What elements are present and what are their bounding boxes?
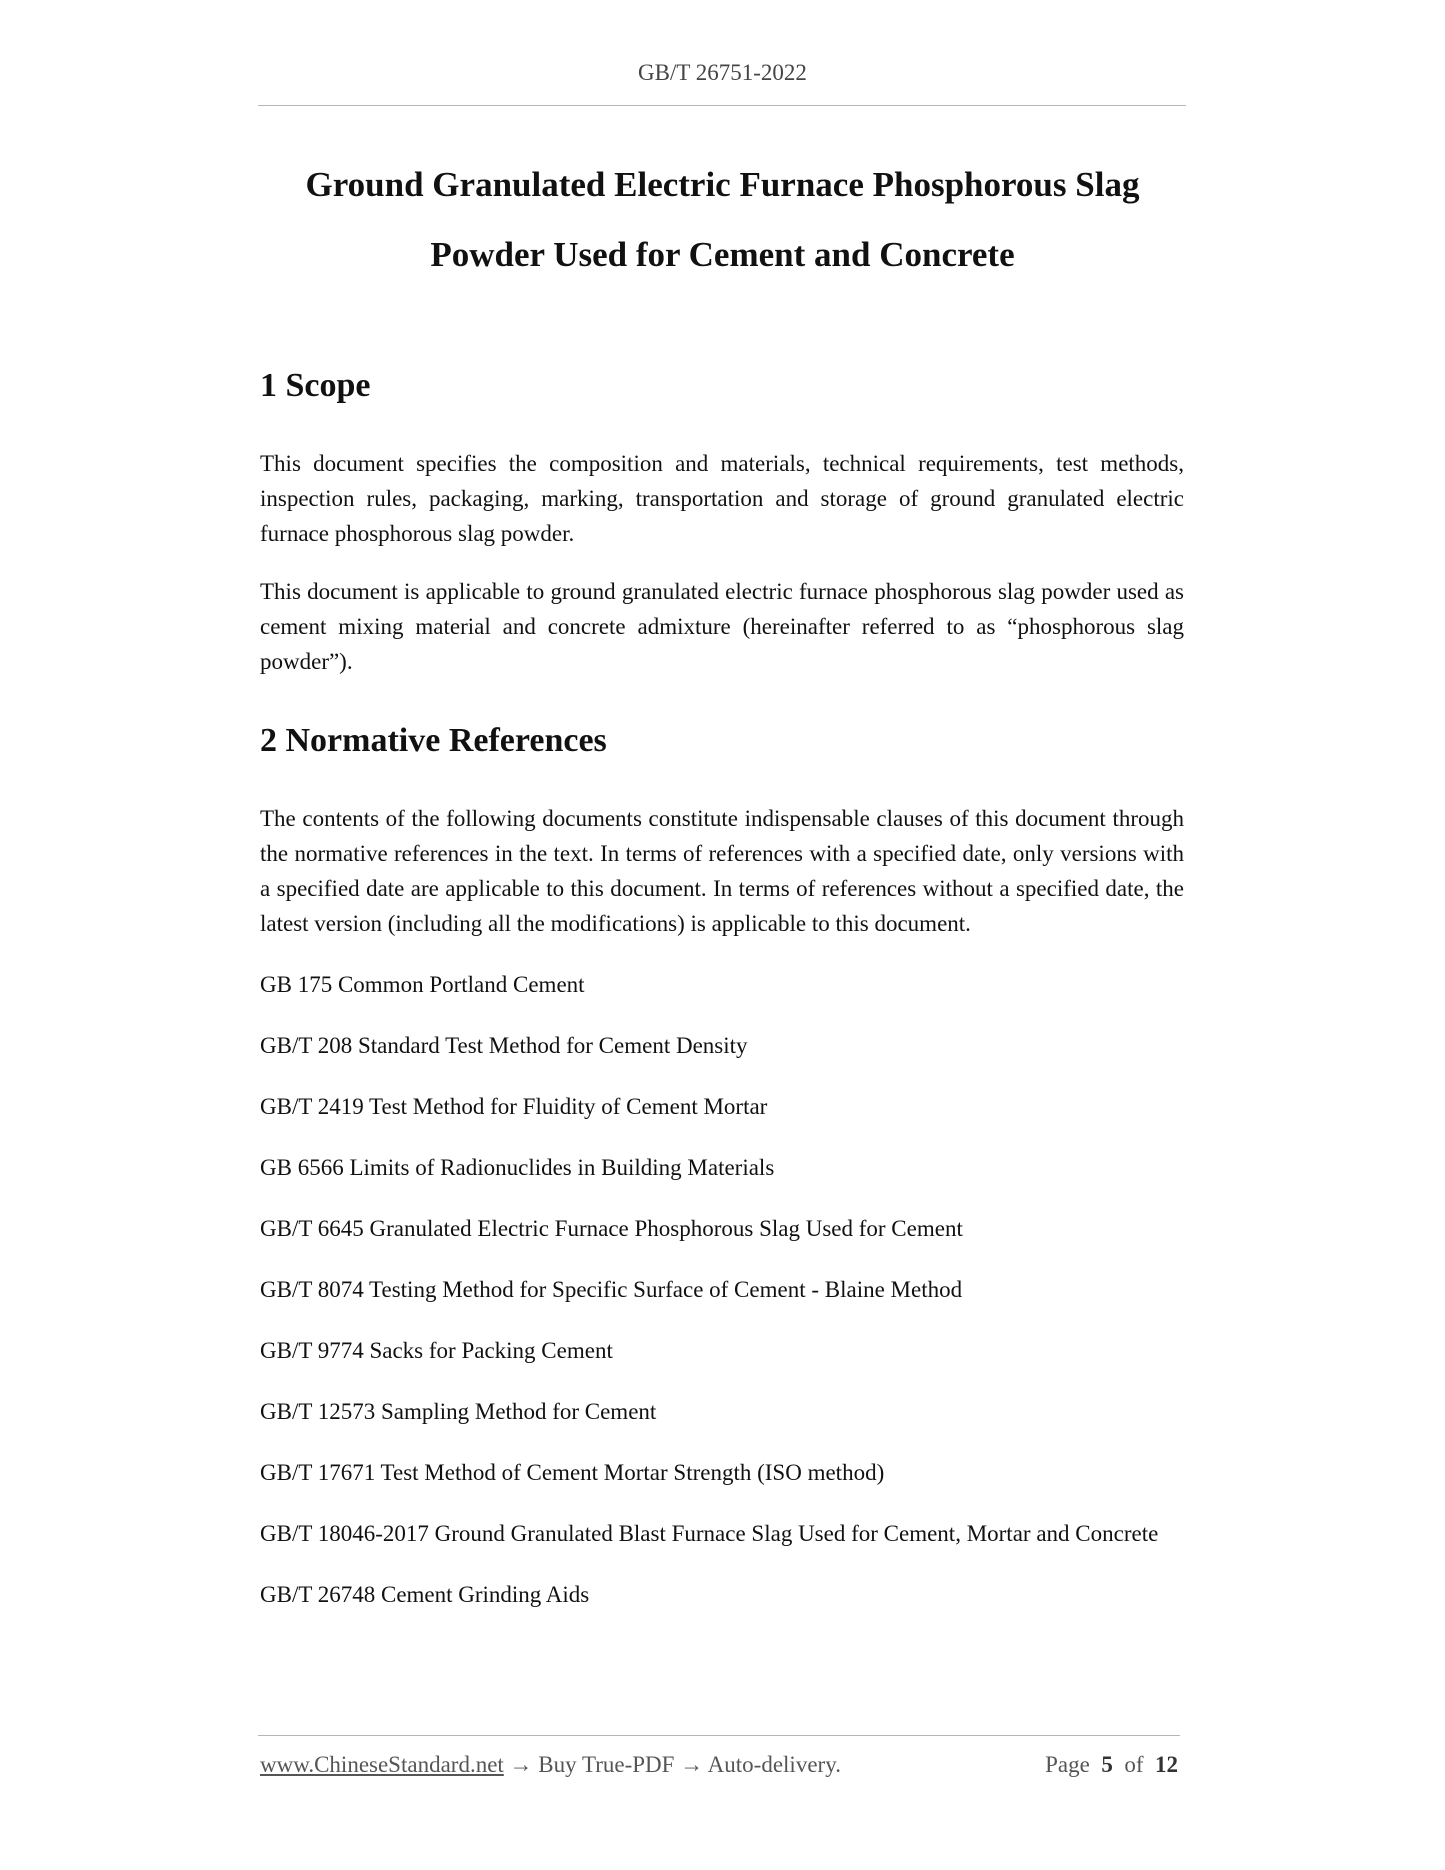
reference-item: GB 175 Common Portland Cement (260, 972, 585, 997)
footer-promo (260, 1752, 841, 1778)
of-label: of (1124, 1752, 1144, 1777)
document-id-header: GB/T 26751-2022 (638, 60, 807, 85)
reference-list (260, 967, 1184, 1612)
normative-intro-paragraph: The contents of the following documents constitute indispensable clauses of this document through the normative references in the text. In terms of references with a specified date, only versions with a specified date are applicable to this document. In terms of references without a specified date, the latest version (including all the modifications) is applicable to this document. (260, 806, 1184, 936)
header-divider (258, 105, 1186, 106)
auto-delivery-text: Auto-delivery. (707, 1752, 841, 1777)
reference-item: GB/T 8074 Testing Method for Specific Surface of Cement - Blaine Method (260, 1277, 963, 1302)
title-line-2: Powder Used for Cement and Concrete (430, 235, 1015, 274)
document-title (200, 150, 1245, 290)
buy-true-pdf-text: Buy True-PDF (538, 1752, 675, 1777)
reference-item: GB/T 9774 Sacks for Packing Cement (260, 1338, 613, 1363)
arrow-right-icon: → (680, 1752, 704, 1777)
reference-item: GB 6566 Limits of Radionuclides in Building Materials (260, 1155, 775, 1180)
arrow-right-icon: → (509, 1752, 533, 1777)
reference-item: GB/T 26748 Cement Grinding Aids (260, 1582, 590, 1607)
title-line-1: Ground Granulated Electric Furnace Phosphorous Slag (305, 165, 1140, 204)
page-label: Page (1045, 1752, 1090, 1777)
site-link[interactable]: www.ChineseStandard.net (260, 1752, 504, 1777)
reference-item: GB/T 12573 Sampling Method for Cement (260, 1399, 657, 1424)
section-heading-scope: 1 Scope (260, 367, 371, 404)
scope-paragraph-2: This document is applicable to ground granulated electric furnace phosphorous slag powder used as cement mixing material and concrete admixture (hereinafter referred to as “phosphorous slag powder”). (260, 579, 1184, 674)
reference-item: GB/T 208 Standard Test Method for Cement Density (260, 1033, 748, 1058)
reference-item: GB/T 6645 Granulated Electric Furnace Phosphorous Slag Used for Cement (260, 1216, 963, 1241)
section-heading-normative-references: 2 Normative References (260, 722, 607, 759)
reference-item: GB/T 18046-2017 Ground Granulated Blast Furnace Slag Used for Cement, Mortar and Concrete (260, 1521, 1159, 1546)
scope-paragraph-1: This document specifies the composition and materials, technical requirements, test methods, inspection rules, packaging, marking, transportation and storage of ground granulated electric furnace phosphorous slag powder. (260, 451, 1184, 546)
reference-item: GB/T 2419 Test Method for Fluidity of Cement Mortar (260, 1094, 768, 1119)
document-body (260, 360, 1184, 1612)
page-indicator (1045, 1752, 1178, 1778)
footer-divider (258, 1735, 1180, 1736)
reference-item: GB/T 17671 Test Method of Cement Mortar Strength (ISO method) (260, 1460, 885, 1485)
total-pages-number: 12 (1155, 1752, 1178, 1777)
current-page-number: 5 (1101, 1752, 1113, 1777)
